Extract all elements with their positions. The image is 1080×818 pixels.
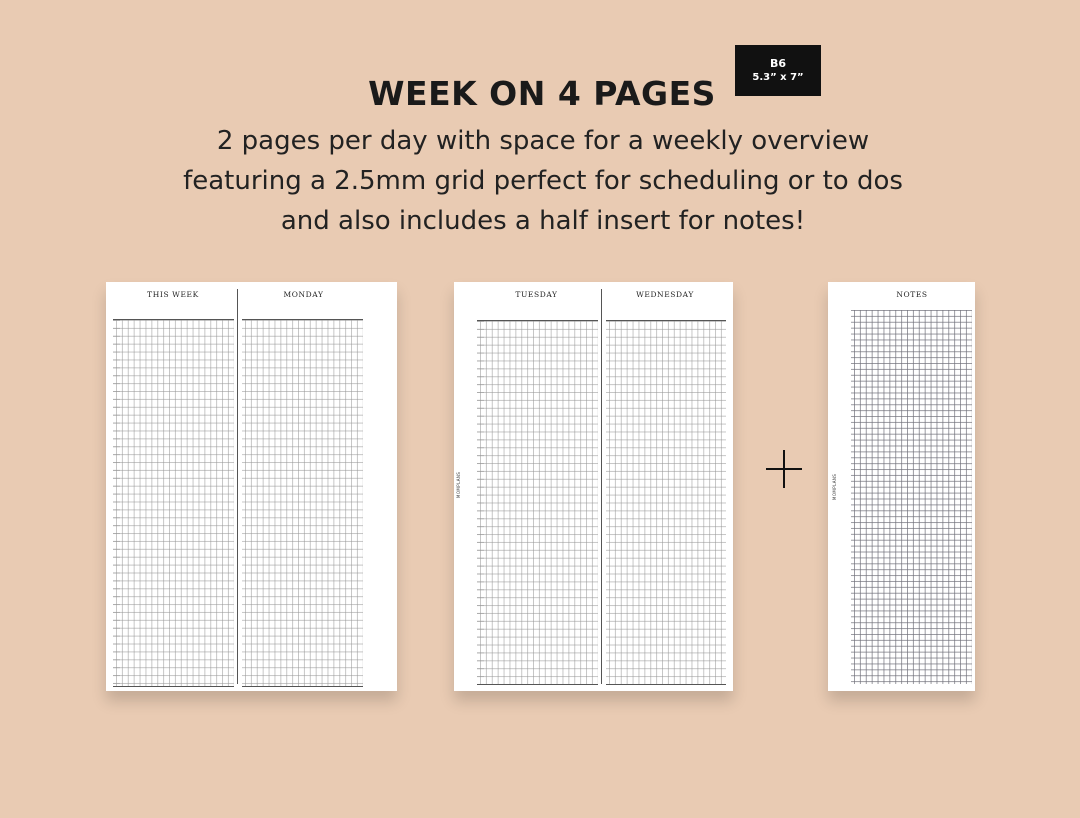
plus-icon — [766, 446, 802, 492]
grid-monday — [242, 319, 363, 687]
brand-mark: MOMPLANS — [832, 473, 837, 500]
description-line-3: and also includes a half insert for notes! — [280, 206, 806, 236]
column-label-notes: NOTES — [896, 290, 928, 299]
brand-mark: MOMPLANS — [456, 471, 461, 498]
planner-page-tuesday-wednesday — [454, 282, 733, 691]
description-line-2: featuring a 2.5mm grid perfect for scheduling or to dos — [183, 166, 903, 196]
size-badge — [735, 45, 821, 96]
grid-this-week — [113, 319, 234, 687]
column-label-monday: MONDAY — [283, 290, 324, 299]
notes-insert-page — [828, 282, 975, 691]
grid-notes — [851, 310, 972, 684]
planner-page-this-week-monday — [106, 282, 397, 691]
page-divider — [237, 289, 238, 684]
column-label-this-week: THIS WEEK — [147, 290, 199, 299]
grid-wednesday — [606, 320, 726, 685]
column-label-wednesday: WEDNESDAY — [636, 290, 694, 299]
page-title: WEEK ON 4 PAGES — [368, 74, 716, 113]
badge-dimensions: 5.3” x 7” — [752, 72, 804, 83]
column-label-tuesday: TUESDAY — [515, 290, 558, 299]
page-divider — [601, 289, 602, 684]
badge-size: B6 — [769, 57, 787, 70]
grid-tuesday — [477, 320, 598, 685]
description-line-1: 2 pages per day with space for a weekly overview — [216, 126, 870, 156]
